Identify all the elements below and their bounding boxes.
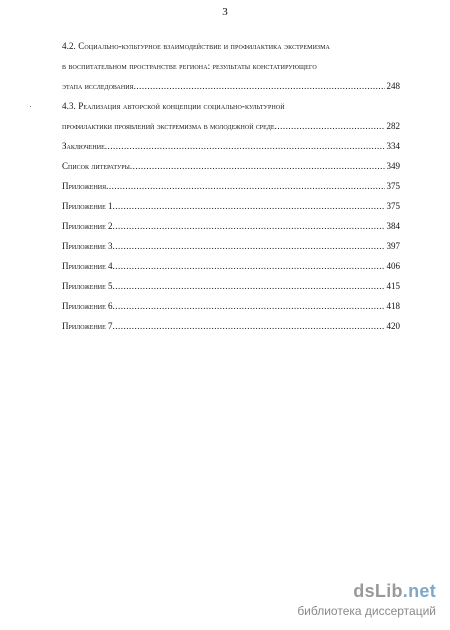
toc-entry-leader-line	[62, 160, 400, 172]
toc-entry-title: профилактики проявлений экстремизма в молодежной среде	[62, 121, 275, 131]
dot-leader	[134, 80, 385, 92]
toc-entry-leader-line	[62, 280, 400, 292]
toc-entry	[62, 220, 400, 232]
dot-leader	[105, 140, 385, 152]
toc-entry	[62, 160, 400, 172]
toc-entry	[62, 40, 400, 92]
toc-entry	[62, 320, 400, 332]
toc-entry-title: Приложение 2	[62, 221, 113, 231]
toc-entry	[62, 280, 400, 292]
toc-entry-title: Приложение 6	[62, 301, 113, 311]
toc-entry-title: Приложения	[62, 181, 107, 191]
watermark-logo-tld: .net	[402, 581, 436, 601]
toc-entry	[62, 180, 400, 192]
toc-entry-title: Приложение 1	[62, 201, 113, 211]
watermark-logo	[297, 581, 436, 602]
dot-leader	[113, 280, 385, 292]
toc-entry-page: 420	[386, 321, 400, 331]
toc-entry-title: Приложение 3	[62, 241, 113, 251]
toc-entry	[62, 100, 400, 132]
page-number: 3	[222, 6, 228, 18]
toc-entry-leader-line	[62, 240, 400, 252]
toc-entry-page: 375	[386, 181, 400, 191]
toc-entry	[62, 300, 400, 312]
toc-entry-title: этапа исследования	[62, 81, 134, 91]
dot-leader	[106, 180, 384, 192]
toc-entry-page: 334	[386, 141, 400, 151]
watermark	[297, 581, 436, 618]
toc-entry-leader-line	[62, 260, 400, 272]
toc-entry-line: 4.2. Социально-культурное взаимодействие и профилактика экстремизма	[62, 41, 330, 51]
dot-leader	[113, 300, 385, 312]
toc-entry-page: 384	[386, 221, 400, 231]
toc-entry-page: 415	[386, 281, 400, 291]
toc-entry	[62, 240, 400, 252]
toc-entry-title: Приложение 5	[62, 281, 113, 291]
toc-entry-leader-line	[62, 80, 400, 92]
dot-leader	[113, 220, 385, 232]
dot-leader	[113, 240, 385, 252]
dot-leader	[113, 320, 385, 332]
toc-entry-title: Приложение 7	[62, 321, 113, 331]
toc-entry-title: Заключение	[62, 141, 105, 151]
toc-entry-leader-line	[62, 320, 400, 332]
toc-entry-title: Приложение 4	[62, 261, 113, 271]
toc-entry-leader-line	[62, 200, 400, 212]
toc-entry-page: 406	[386, 261, 400, 271]
watermark-logo-main: dsLib	[353, 581, 403, 601]
toc-entry-page: 397	[386, 241, 400, 251]
toc-entry-page: 282	[386, 121, 400, 131]
toc-entry-leader-line	[62, 140, 400, 152]
dot-leader	[113, 260, 385, 272]
toc-entry-line: в воспитательном пространстве региона: результаты констатирующего	[62, 61, 317, 71]
scan-speck	[30, 106, 31, 107]
toc-entry-page: 418	[386, 301, 400, 311]
toc-entry-leader-line	[62, 120, 400, 132]
toc-entry-leader-line	[62, 180, 400, 192]
toc-entry-leader-line	[62, 220, 400, 232]
watermark-subtitle: библиотека диссертаций	[297, 604, 436, 618]
dot-leader	[130, 160, 385, 172]
toc-entry-page: 375	[386, 201, 400, 211]
toc-entry	[62, 140, 400, 152]
toc-entry-page: 349	[386, 161, 400, 171]
toc-entry	[62, 200, 400, 212]
toc-entry-leader-line	[62, 300, 400, 312]
toc-entry	[62, 260, 400, 272]
toc-entry-page: 248	[386, 81, 400, 91]
toc-entry-title: Список литературы	[62, 161, 130, 171]
table-of-contents	[62, 40, 400, 340]
toc-entry-line: 4.3. Реализация авторской концепции социально-культурной	[62, 101, 285, 111]
dot-leader	[275, 120, 385, 132]
dot-leader	[113, 200, 385, 212]
